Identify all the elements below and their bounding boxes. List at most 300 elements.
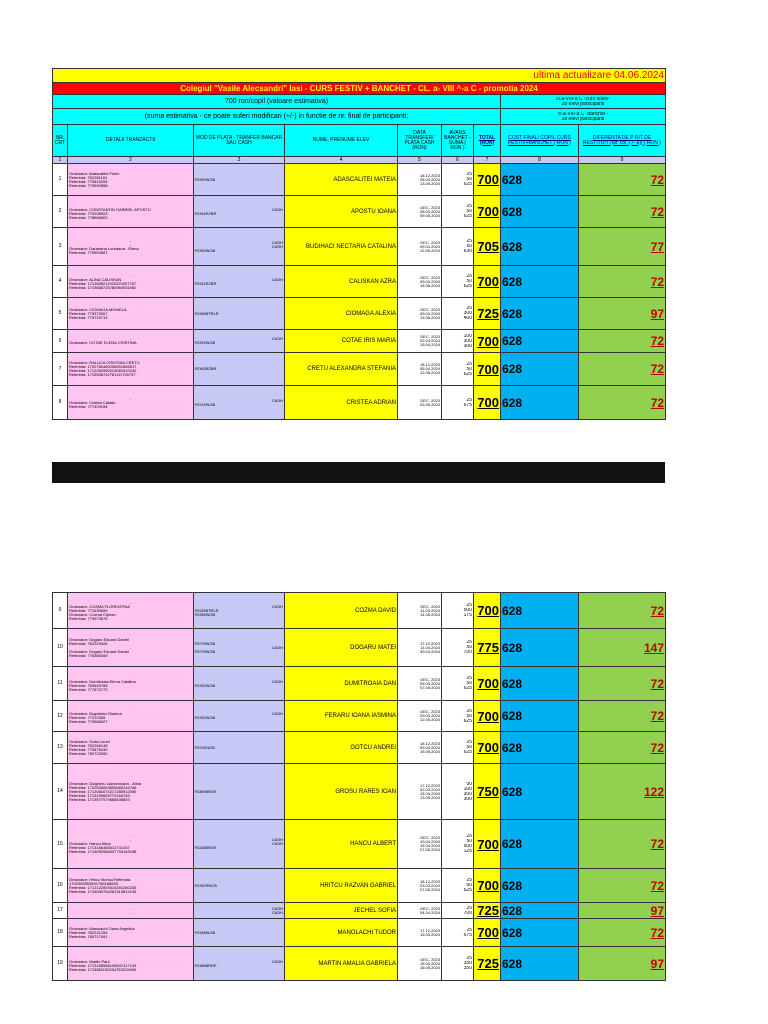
refund-difference: 147 xyxy=(579,629,666,667)
cell-line: 100 xyxy=(463,786,472,792)
row-number: 17 xyxy=(53,903,68,919)
final-cost: 628 xyxy=(501,228,579,266)
cell-line: Referinta: 779729713 xyxy=(69,315,108,320)
row-number: 14 xyxy=(53,764,68,820)
cell-line: Referinta: 779553967 xyxy=(69,250,108,255)
cell-line: CASH xyxy=(271,906,283,911)
payment-amounts xyxy=(442,298,474,330)
payment-mode xyxy=(194,667,285,701)
cell-line: CASH xyxy=(271,207,283,212)
student-name: DUMITROAIA DAN xyxy=(285,667,398,701)
final-cost: 628 xyxy=(501,820,579,869)
refund-difference: 72 xyxy=(579,667,666,701)
cell-line: Referinta: 769649768 xyxy=(69,683,108,688)
cell-line: 18.12.2023 xyxy=(419,879,440,884)
payment-mode xyxy=(194,903,285,919)
payment-mode xyxy=(194,330,285,353)
cell-line: Referinta: 1715092985037794149198 xyxy=(69,850,137,854)
student-name: ADASCALITEI MATEIA xyxy=(285,164,398,196)
cell-line: 05.04.2024 xyxy=(419,681,440,686)
cell-line: CASH xyxy=(271,337,283,341)
payment-mode xyxy=(194,869,285,903)
cell-line: 13.05.2024 xyxy=(419,181,440,186)
final-cost: 628 xyxy=(501,869,579,903)
row-number: 8 xyxy=(53,386,68,420)
cell-line: 03.03.2024 xyxy=(419,883,440,888)
cell-line: Referinta: 762229326 xyxy=(69,641,108,646)
cell-line: Referinta: 779973676 xyxy=(69,616,108,621)
final-cost: 628 xyxy=(501,947,579,981)
cell-line: - xyxy=(129,238,132,243)
cell-line: RO55INGB xyxy=(195,612,216,617)
col-details-header: DETALII TRANZACTII xyxy=(68,125,194,157)
transaction-details xyxy=(68,228,194,266)
payment-mode xyxy=(194,947,285,981)
cell-line: 25 xyxy=(466,603,472,608)
payment-mode xyxy=(194,196,285,228)
cell-line: Ordonator: CONSTANTIN GABRIEL APOSTU xyxy=(69,207,151,212)
cell-line: - xyxy=(129,708,132,712)
payment-mode xyxy=(194,593,285,629)
payment-dates xyxy=(398,919,442,947)
cell-line: 675 xyxy=(463,932,472,938)
transaction-details xyxy=(68,330,194,353)
payment-mode xyxy=(194,353,285,386)
cell-line: 13.05.2024 xyxy=(419,315,440,320)
cell-line: 125 xyxy=(463,849,472,854)
cell-line: 09.04.2024 xyxy=(419,279,440,284)
cell-line: RO55BTRLR xyxy=(195,311,219,316)
cell-line: 400 xyxy=(463,316,472,321)
cell-line: Ordonator: Hancu Alina xyxy=(69,842,111,846)
student-name: DOGARU MATEI xyxy=(285,629,398,667)
transaction-details xyxy=(68,196,194,228)
cell-line: - xyxy=(129,396,132,401)
cell-line: Referinta: 770208003 xyxy=(69,211,108,216)
cell-line: Referinta: 1702780460206591666517 xyxy=(69,365,137,369)
cell-line: Referinta: 778666803 xyxy=(69,215,108,220)
col-cost-header: COST FINAL/ COPIL CURS FESTIV+BANCHET ( RON ) xyxy=(501,125,579,157)
cell-line: 15.04.2024 xyxy=(419,791,440,796)
col-avans-header: AVANS BANCHET - SUMA ( RON ) xyxy=(442,125,474,157)
cell-line: RO32INGB xyxy=(195,716,216,720)
student-row xyxy=(53,298,666,330)
cell-line: DEC. 2023 xyxy=(420,906,440,911)
cell-line: Ordonator: Darabana Loredana - Elena xyxy=(69,246,139,251)
total-amount: 725 xyxy=(474,903,501,919)
cell-line: 25 xyxy=(466,740,472,745)
total-amount: 700 xyxy=(474,701,501,732)
cell-line: CASH xyxy=(271,838,283,842)
payment-dates xyxy=(398,164,442,196)
total-amount: 700 xyxy=(474,667,501,701)
cell-line: 16.05.2024 xyxy=(419,283,440,288)
cell-line: 17.12.2023 xyxy=(419,783,440,788)
row-number: 11 xyxy=(53,667,68,701)
cell-line: 02.04.2024 xyxy=(419,339,440,343)
cell-line: Referinta: 77010265 xyxy=(69,716,106,720)
cell-line: CASH xyxy=(271,842,283,846)
row-number: 18 xyxy=(53,919,68,947)
cell-line: 350 xyxy=(463,966,472,971)
cell-line: 17.12.2023 xyxy=(419,928,440,933)
total-amount: 700 xyxy=(474,732,501,764)
transaction-details xyxy=(68,593,194,629)
cell-line: Ordonator: Cristea Catalin xyxy=(69,400,116,405)
cell-line: 25 xyxy=(466,239,472,244)
student-name: COZMA DAVID xyxy=(285,593,398,629)
cell-line: CASH xyxy=(271,277,283,282)
payment-amounts xyxy=(442,629,474,667)
student-row xyxy=(53,386,666,420)
cell-line: - xyxy=(129,203,132,208)
cell-line: 625 xyxy=(463,750,472,755)
student-name: FERARU IOANA IASMINA xyxy=(285,701,398,732)
transaction-details xyxy=(68,820,194,869)
participants-note-1: cl.a-VIII-a C -curs festiv- 28 elevi participanti xyxy=(501,95,666,109)
student-row xyxy=(53,820,666,869)
cell-line: CASH xyxy=(271,398,283,403)
cell-line: RO54RZBR xyxy=(195,211,217,216)
cell-line: RO79INGB xyxy=(195,641,216,646)
cell-line: 16.05.2024 xyxy=(419,965,440,970)
student-name: CRISTEA ADRIAN xyxy=(285,386,398,420)
total-amount: 700 xyxy=(474,353,501,386)
final-cost: 628 xyxy=(501,629,579,667)
student-name: GOTCU ANDREI xyxy=(285,732,398,764)
student-name: HRITCU RAZVAN GABRIEL xyxy=(285,869,398,903)
payment-mode xyxy=(194,386,285,420)
col-index: 6 xyxy=(442,157,474,164)
total-amount: 775 xyxy=(474,629,501,667)
cell-line: 350 xyxy=(463,961,472,966)
cell-line: 17.12.2023 xyxy=(419,641,440,646)
cell-line: Referinta: 1715868725780964931960 xyxy=(69,285,137,290)
total-amount: 700 xyxy=(474,820,501,869)
transaction-details xyxy=(68,701,194,732)
cell-line: 25 xyxy=(466,640,472,645)
student-name: HANCU ALBERT xyxy=(285,820,398,869)
cell-line: 09.04.2024 xyxy=(419,244,440,249)
col-nr-header: NR. CRT xyxy=(53,125,68,157)
cell-line: Ordonator: Hritcu Viorica Referinta xyxy=(69,877,131,882)
payment-amounts xyxy=(442,732,474,764)
cell-line: 13.05.2024 xyxy=(419,795,440,800)
cell-line: DEC. 2023 xyxy=(420,240,440,245)
cell-line: - xyxy=(129,910,132,915)
refund-difference: 72 xyxy=(579,330,666,353)
refund-difference: 97 xyxy=(579,903,666,919)
payment-amounts xyxy=(442,667,474,701)
cell-line: 25 xyxy=(466,834,472,839)
cell-line: CASH xyxy=(271,604,283,609)
cell-line: CASH xyxy=(271,244,283,249)
cell-line: DEC. 2023 xyxy=(420,710,440,714)
cell-line: 11.04.2024 xyxy=(420,645,440,650)
cell-line: RO69BRDE xyxy=(195,789,217,794)
cell-line: DEC. 2023 xyxy=(420,398,440,403)
cell-line: Ordonator: Dulgheru Lacramioara - Alina xyxy=(69,781,142,786)
cell-line: - xyxy=(129,834,132,838)
transaction-details xyxy=(68,629,194,667)
total-amount: 705 xyxy=(474,228,501,266)
cell-line: RO26BRDE xyxy=(195,846,217,850)
payment-dates xyxy=(398,353,442,386)
participants-note-2: cl.a-VIII-a C -banchet - 28 elevi participanti xyxy=(501,109,666,125)
cell-line: 04.04.2024 xyxy=(419,910,440,915)
col-date-header: DATA TRANSFER/ PLATA CASH (RON) xyxy=(398,125,442,157)
cell-line: Referinta: 1715861192254753311966 xyxy=(69,967,136,972)
transaction-details xyxy=(68,903,194,919)
total-amount: 725 xyxy=(474,298,501,330)
cell-line: 300 xyxy=(463,343,472,349)
cell-line: Referinta: 776366349 xyxy=(69,653,108,658)
cell-line: 07.05.2024 xyxy=(419,685,440,690)
cell-line: 15.05.2024 xyxy=(419,932,440,937)
cell-line: - xyxy=(129,906,132,911)
cell-line: Referinta: 1713190663772164749 xyxy=(69,793,130,798)
cell-line: RO12INGB xyxy=(195,402,216,407)
table-body-top xyxy=(53,164,666,420)
cell-line: - xyxy=(129,600,132,605)
student-row xyxy=(53,919,666,947)
payment-mode xyxy=(194,820,285,869)
cell-line: 25 xyxy=(466,361,472,367)
refund-difference: 97 xyxy=(579,298,666,330)
final-cost: 628 xyxy=(501,266,579,298)
refund-difference: 72 xyxy=(579,701,666,732)
transaction-details xyxy=(68,266,194,298)
cell-line: 12.05.2024 xyxy=(419,248,440,253)
cell-line: DEC. 2023 xyxy=(420,677,440,682)
payment-mode xyxy=(194,732,285,764)
student-name: BUDIHACI NECTARIA CATALINA xyxy=(285,228,398,266)
cell-line: 50 xyxy=(466,279,472,284)
row-number: 3 xyxy=(53,228,68,266)
row-number: 16 xyxy=(53,869,68,903)
sheet-page-1 xyxy=(52,68,665,420)
cell-line: Referinta: 1712262950213081910240 xyxy=(69,369,137,373)
col-index: 3 xyxy=(194,157,285,164)
cell-line: - xyxy=(129,838,132,842)
cell-line: RO52RNCB xyxy=(195,883,217,888)
row-number: 15 xyxy=(53,820,68,869)
refund-difference: 72 xyxy=(579,164,666,196)
refund-difference: 122 xyxy=(579,764,666,820)
cell-line: 50 xyxy=(466,177,472,182)
row-number: 4 xyxy=(53,266,68,298)
cell-line: Ordonator: Dogaru Eduard Daniel xyxy=(69,637,129,642)
cell-line: Ordonator: Dogaru Eduard Daniel xyxy=(69,649,129,654)
payment-dates xyxy=(398,196,442,228)
estimate-line-2: (suma estimativa - ce poate suferi modificari (+/-) in functie de nr. final de participanti; xyxy=(53,109,501,125)
cell-line: 625 xyxy=(463,284,472,289)
cell-line: Ordonator: Gotcu Ionel xyxy=(69,739,110,744)
cell-line: Ordonator: RALUCA CRISTINA CRETU xyxy=(69,361,140,365)
payment-mode xyxy=(194,164,285,196)
cell-line: 630 xyxy=(463,249,472,254)
cell-line: 18.12.2023 xyxy=(419,173,440,178)
payments-table-top xyxy=(52,68,666,420)
payment-dates xyxy=(398,298,442,330)
cell-line: Referinta: 770819208 xyxy=(69,179,108,184)
total-amount: 700 xyxy=(474,330,501,353)
final-cost: 628 xyxy=(501,667,579,701)
payment-dates xyxy=(398,228,442,266)
refund-difference: 72 xyxy=(579,266,666,298)
cell-line: 50 xyxy=(466,645,472,650)
cell-line: Ordonator: Martin Paul xyxy=(69,959,110,964)
payment-dates xyxy=(398,330,442,353)
payment-dates xyxy=(398,903,442,919)
cell-line: 25 xyxy=(466,306,472,311)
cell-line: RO63RZBR xyxy=(195,367,217,371)
cell-line: 50 xyxy=(466,745,472,750)
cell-line: RO50INGB xyxy=(195,248,216,253)
refund-difference: 72 xyxy=(579,732,666,764)
cell-line: 15.04.2024 xyxy=(419,844,440,848)
total-amount: 700 xyxy=(474,386,501,420)
cell-line: Referinta: 1715508742781111755737 xyxy=(69,373,136,377)
cell-line: 15.04.2024 xyxy=(419,343,440,347)
cell-line: 08.04.2024 xyxy=(419,177,440,182)
cell-line: 25 xyxy=(466,397,472,403)
payment-amounts xyxy=(442,196,474,228)
cell-line: 700 xyxy=(463,650,472,655)
payment-dates xyxy=(398,386,442,420)
cell-line: 05.04.2024 xyxy=(419,367,440,371)
cell-line: Referinta: 1712665211920229207787 xyxy=(69,281,137,286)
col-index: 1 xyxy=(53,157,68,164)
refund-difference: 97 xyxy=(579,947,666,981)
cell-line: - xyxy=(129,675,132,680)
payment-amounts xyxy=(442,164,474,196)
cell-line: DEC. 2023 xyxy=(420,275,440,280)
row-number: 1 xyxy=(53,164,68,196)
payment-amounts xyxy=(442,820,474,869)
payment-mode xyxy=(194,764,285,820)
cell-line: 700 xyxy=(463,910,472,916)
payment-amounts xyxy=(442,701,474,732)
cell-line: 18.12.2023 xyxy=(419,741,440,746)
payment-amounts xyxy=(442,266,474,298)
cell-line: Referinta: 779566527 xyxy=(69,720,108,724)
cell-line: CASH xyxy=(271,712,283,716)
cell-line: 625 xyxy=(463,718,472,724)
cell-line: DEC. 2023 xyxy=(420,604,440,609)
cell-line: RO50INGB xyxy=(195,177,216,182)
row-number: 9 xyxy=(53,593,68,629)
cell-line: 25 xyxy=(466,878,472,883)
payment-amounts xyxy=(442,593,474,629)
cell-line: RO66BRDE xyxy=(195,963,217,968)
cell-line: Referinta: 1702835063650682244768 xyxy=(69,785,137,790)
sheet-page-2 xyxy=(52,592,665,981)
cell-line: Referinta: 779590858 xyxy=(69,183,108,188)
row-number: 6 xyxy=(53,330,68,353)
cell-line: - xyxy=(129,273,132,278)
payment-dates xyxy=(398,266,442,298)
student-name: GROSU RARES IOAN xyxy=(285,764,398,820)
table-body-bottom xyxy=(53,593,666,981)
cell-line: 10.04.2024 xyxy=(419,840,440,844)
cell-line: 25 xyxy=(466,676,472,681)
cell-line: 12.05.2024 xyxy=(419,718,440,722)
payment-amounts xyxy=(442,869,474,903)
payment-amounts xyxy=(442,330,474,353)
cell-line: Referinta: 762281151 xyxy=(69,175,108,180)
cell-line: 25 xyxy=(466,927,472,933)
transaction-details xyxy=(68,947,194,981)
cell-line: 09.04.2024 xyxy=(419,311,440,316)
refund-difference: 72 xyxy=(579,869,666,903)
cell-line: RO38INGB xyxy=(195,930,216,935)
payment-mode xyxy=(194,701,285,732)
cell-line: CASH xyxy=(271,910,283,915)
student-row xyxy=(53,353,666,386)
cell-line: Referinta: 780723392 xyxy=(69,751,108,756)
row-number: 7 xyxy=(53,353,68,386)
student-row xyxy=(53,330,666,353)
total-amount: 700 xyxy=(474,593,501,629)
payment-dates xyxy=(398,593,442,629)
student-name: JECHEL SOFIA xyxy=(285,903,398,919)
transaction-details xyxy=(68,298,194,330)
student-row xyxy=(53,228,666,266)
cell-line: CASH xyxy=(271,959,283,964)
cell-line: Referinta: 762266148 xyxy=(69,743,108,748)
payment-mode xyxy=(194,228,285,266)
cell-line: 15.05.2024 xyxy=(419,749,440,754)
student-row xyxy=(53,164,666,196)
cell-line: Ordonator: Bogdanici Gianina xyxy=(69,712,122,716)
refund-difference: 72 xyxy=(579,386,666,420)
payment-amounts xyxy=(442,919,474,947)
cell-line: 25 xyxy=(466,172,472,177)
final-cost: 628 xyxy=(501,353,579,386)
cell-line: 300 xyxy=(463,311,472,316)
cell-line: Referinta: 1712081674217280912059 xyxy=(69,789,137,794)
total-amount: 700 xyxy=(474,869,501,903)
cell-line: - xyxy=(129,337,132,341)
payment-amounts xyxy=(442,947,474,981)
cell-line: 625 xyxy=(463,888,472,893)
cell-line: - xyxy=(129,645,132,650)
last-update: ultima actualizare 04.06.2024 xyxy=(53,69,666,83)
payment-mode xyxy=(194,266,285,298)
cell-line: 500 xyxy=(463,844,472,849)
cell-line: Referinta: 780717491 xyxy=(69,934,108,939)
cell-line: 675 xyxy=(463,402,472,408)
payment-dates xyxy=(398,701,442,732)
cell-line: 50 xyxy=(466,244,472,249)
cell-line: Referinta: 1712122504014391260235 xyxy=(69,885,137,890)
cell-line: CASH xyxy=(271,240,283,245)
total-amount: 700 xyxy=(474,164,501,196)
final-cost: 628 xyxy=(501,701,579,732)
cell-line: 15.04.2024 xyxy=(419,961,440,966)
cell-line: Ordonator: COZMA FLORENTINA xyxy=(69,604,130,609)
col-index: 8 xyxy=(501,157,579,164)
cell-line: Referinta: 777870773 xyxy=(69,687,108,692)
cell-line: 175 xyxy=(463,613,472,618)
refund-difference: 72 xyxy=(579,919,666,947)
cell-line: Referinta: 770875430 xyxy=(69,747,108,752)
payment-dates xyxy=(398,667,442,701)
transaction-details xyxy=(68,164,194,196)
cell-line: 500 xyxy=(463,608,472,613)
student-name: MANOLACHI TUDOR xyxy=(285,919,398,947)
